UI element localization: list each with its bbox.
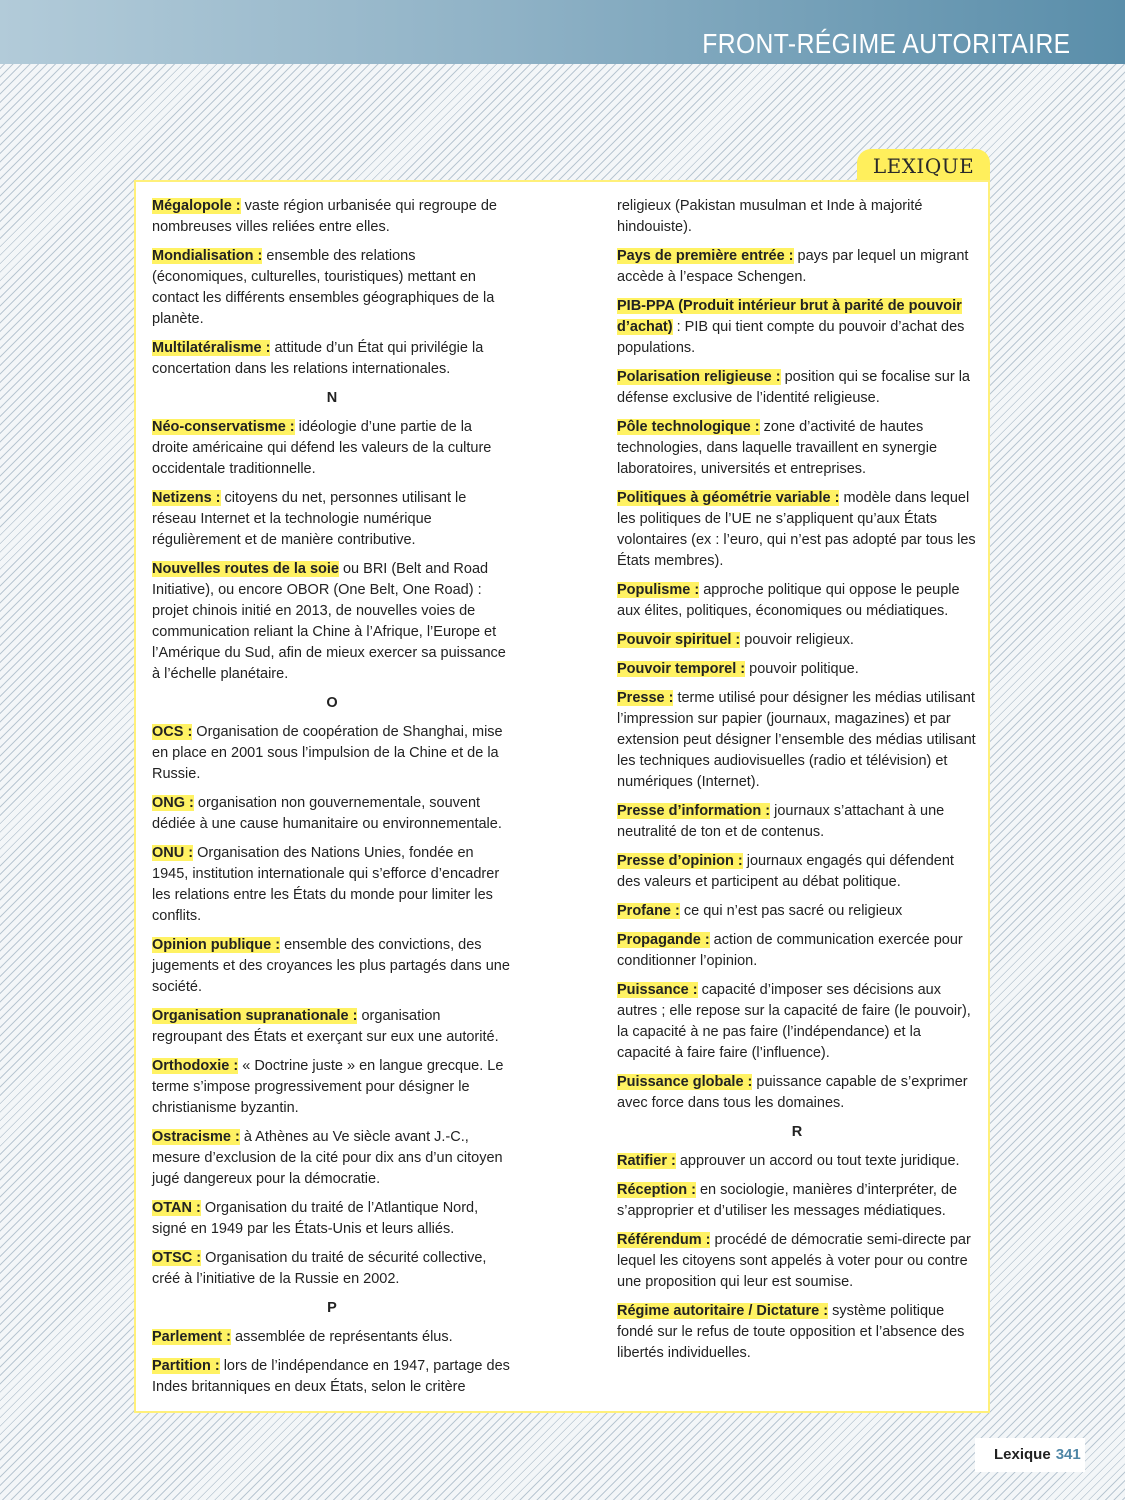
glossary-entry	[617, 801, 977, 843]
page-header-band	[0, 0, 1125, 64]
glossary-entry	[617, 980, 977, 1064]
glossary-term: Opinion publique :	[152, 937, 281, 953]
glossary-entry	[152, 1356, 512, 1398]
glossary-definition: puissance capable de s’exprimer avec force dans tous les domaines.	[617, 1074, 968, 1111]
glossary-definition: ce qui n’est pas sacré ou religieux	[679, 903, 903, 919]
glossary-entry	[152, 196, 512, 238]
glossary-term: Pays de première entrée :	[617, 248, 794, 264]
glossary-term: Pouvoir temporel :	[617, 661, 746, 677]
glossary-definition: pouvoir politique.	[745, 661, 859, 677]
glossary-definition: système politique fondé sur le refus de toute opposition et l’absence des libertés individuelles.	[617, 1303, 965, 1361]
glossary-definition: « Doctrine juste » en langue grecque. Le terme s’impose progressivement pour désigner le christianisme byzantin.	[152, 1058, 504, 1116]
glossary-term: Polarisation religieuse :	[617, 369, 781, 385]
letter-heading: R	[791, 1124, 803, 1140]
glossary-entry	[152, 1248, 512, 1290]
glossary-definition: organisation regroupant des États et exerçant sur eux une autorité.	[152, 1008, 499, 1045]
glossary-entry	[617, 580, 977, 622]
glossary-term: Parlement :	[152, 1329, 231, 1345]
glossary-entry	[617, 417, 977, 480]
glossary-definition: vaste région urbanisée qui regroupe de nombreuses villes reliées entre elles.	[152, 198, 497, 235]
glossary-panel	[134, 180, 990, 1413]
glossary-definition: idéologie d’une partie de la droite américaine qui défend les valeurs de la culture occidentale traditionnelle.	[152, 419, 492, 477]
glossary-definition: en sociologie, manières d’interpréter, de s’approprier et d’utiliser les messages médiatiques.	[617, 1182, 958, 1219]
glossary-term: Mégalopole :	[152, 198, 241, 214]
glossary-term: Presse d’information :	[617, 803, 771, 819]
glossary-term: Ratifier :	[617, 1153, 676, 1169]
glossary-entry	[152, 246, 512, 330]
glossary-entry	[617, 659, 977, 680]
glossary-definition: pays par lequel un migrant accède à l’espace Schengen.	[617, 248, 969, 285]
glossary-term: Presse d’opinion :	[617, 853, 743, 869]
glossary-definition: Organisation de coopération de Shanghai, mise en place en 2001 sous l’impulsion de la Chine et de la Russie.	[152, 724, 503, 782]
glossary-entry	[152, 1327, 512, 1348]
glossary-entry	[617, 1151, 977, 1172]
glossary-definition: ensemble des relations (économiques, culturelles, touristiques) mettant en contact les différents ensembles géographiques de la planète.	[152, 248, 495, 327]
glossary-entry	[152, 1056, 512, 1119]
glossary-entry	[617, 1301, 977, 1364]
glossary-term: Réception :	[617, 1182, 696, 1198]
glossary-definition: position qui se focalise sur la défense exclusive de l’identité religieuse.	[617, 369, 970, 406]
glossary-definition: ou BRI (Belt and Road Initiative), ou encore OBOR (One Belt, One Road) : projet chinois initié en 2013, de nouvelles voies de communication reliant la Chine à l’Afrique, l’Europe et l’Amérique du Sud, afin de mieux exercer sa puissance à l’échelle planétaire.	[152, 561, 506, 682]
glossary-term: OCS :	[152, 724, 193, 740]
glossary-term: Puissance :	[617, 982, 698, 998]
footer-section-label: Lexique	[994, 1446, 1051, 1463]
glossary-term: Partition :	[152, 1358, 220, 1374]
glossary-entry	[617, 488, 977, 572]
glossary-term: Néo-conservatisme :	[152, 419, 295, 435]
glossary-entry	[152, 843, 512, 927]
glossary-definition: approche politique qui oppose le peuple aux élites, politiques, économiques ou médiatiques.	[617, 582, 960, 619]
glossary-definition: approuver un accord ou tout texte juridique.	[675, 1153, 960, 1169]
glossary-term: Pouvoir spirituel :	[617, 632, 741, 648]
glossary-entry	[617, 296, 977, 359]
glossary-entry	[152, 722, 512, 785]
glossary-definition: religieux (Pakistan musulman et Inde à majorité hindouiste).	[617, 198, 923, 235]
glossary-definition: lors de l’indépendance en 1947, partage des Indes britanniques en deux États, selon le critère	[152, 1358, 510, 1395]
glossary-definition: journaux s’attachant à une neutralité de ton et de contenus.	[617, 803, 945, 840]
glossary-term: Profane :	[617, 903, 680, 919]
chapter-title: FRONT-RÉGIME AUTORITAIRE	[702, 28, 1071, 59]
glossary-definition: pouvoir religieux.	[740, 632, 854, 648]
glossary-entry	[617, 630, 977, 651]
glossary-entry	[152, 488, 512, 551]
glossary-entry	[152, 935, 512, 998]
glossary-entry	[617, 196, 977, 238]
glossary-term: PIB-PPA (Produit intérieur brut à parité de pouvoir d’achat)	[617, 298, 962, 335]
glossary-definition: assemblée de représentants élus.	[230, 1329, 453, 1345]
glossary-entry	[152, 1198, 512, 1240]
glossary-entry	[152, 338, 512, 380]
glossary-term: OTSC :	[152, 1250, 202, 1266]
glossary-entry	[617, 246, 977, 288]
glossary-entry	[617, 851, 977, 893]
glossary-entry	[617, 367, 977, 409]
glossary-definition: Organisation du traité de sécurité collective, créé à l’initiative de la Russie en 2002.	[152, 1250, 487, 1287]
glossary-definition: modèle dans lequel les politiques de l’UE ne s’appliquent qu’aux États volontaires (ex : l’euro, qui n’est pas adopté par tous les États membres).	[617, 490, 976, 569]
glossary-column-left	[152, 196, 512, 1406]
glossary-entry	[617, 1072, 977, 1114]
glossary-entry	[152, 1006, 512, 1048]
page-footer	[975, 1438, 1085, 1472]
glossary-entry	[617, 1230, 977, 1293]
glossary-definition: attitude d’un État qui privilégie la concertation dans les relations internationales.	[152, 340, 484, 377]
glossary-term: Politiques à géométrie variable :	[617, 490, 840, 506]
letter-heading: N	[326, 390, 338, 406]
glossary-term: Multilatéralisme :	[152, 340, 271, 356]
glossary-term: Puissance globale :	[617, 1074, 753, 1090]
glossary-definition: à Athènes au Ve siècle avant J.-C., mesure d’exclusion de la cité pour dix ans d’un citoyen jugé dangereux pour la démocratie.	[152, 1129, 503, 1187]
glossary-term: Pôle technologique :	[617, 419, 760, 435]
glossary-entry	[617, 901, 977, 922]
glossary-term: Orthodoxie :	[152, 1058, 239, 1074]
glossary-definition: Organisation du traité de l’Atlantique Nord, signé en 1949 par les États-Unis et leurs alliés.	[152, 1200, 479, 1237]
glossary-term: Netizens :	[152, 490, 221, 506]
glossary-term: Presse :	[617, 690, 674, 706]
glossary-definition: citoyens du net, personnes utilisant le réseau Internet et la technologie numérique régulièrement et de manière contributive.	[152, 490, 467, 548]
glossary-definition: Organisation des Nations Unies, fondée en 1945, institution internationale qui s’efforce d’encadrer les relations entre les États du monde pour limiter les conflits.	[152, 845, 500, 924]
glossary-term: Ostracisme :	[152, 1129, 240, 1145]
glossary-column-right	[617, 196, 977, 1372]
page-number: 341	[1055, 1446, 1081, 1463]
glossary-entry	[152, 793, 512, 835]
letter-heading: O	[326, 695, 338, 711]
glossary-term: Organisation supranationale :	[152, 1008, 358, 1024]
glossary-term: ONG :	[152, 795, 194, 811]
glossary-term: Mondialisation :	[152, 248, 263, 264]
glossary-term: ONU :	[152, 845, 194, 861]
glossary-definition: : PIB qui tient compte du pouvoir d’achat des populations.	[617, 319, 965, 356]
letter-heading: P	[327, 1300, 337, 1316]
glossary-definition: action de communication exercée pour conditionner l’opinion.	[617, 932, 963, 969]
glossary-term: Propagande :	[617, 932, 710, 948]
glossary-entry	[617, 688, 977, 793]
glossary-term: Référendum :	[617, 1232, 711, 1248]
glossary-definition: terme utilisé pour désigner les médias utilisant l’impression sur papier (journaux, magazines) et par extension peut désigner l’ensemble des médias utilisant les techniques audiovisuelles (radio et télévision) et numériques (Internet).	[617, 690, 976, 790]
glossary-term: Régime autoritaire / Dictature :	[617, 1303, 829, 1319]
lexique-tab: LEXIQUE	[857, 149, 990, 182]
glossary-definition: capacité d’imposer ses décisions aux autres ; elle repose sur la capacité de faire (le pouvoir), la capacité à ne pas faire (l’indépendance) et la capacité à faire faire (l’influence).	[617, 982, 971, 1061]
glossary-term: Populisme :	[617, 582, 700, 598]
glossary-definition: ensemble des convictions, des jugements et des croyances les plus partagés dans une société.	[152, 937, 510, 995]
glossary-definition: procédé de démocratie semi-directe par lequel les citoyens sont appelés à voter pour ou contre une proposition qui leur est soumise.	[617, 1232, 971, 1290]
glossary-definition: journaux engagés qui défendent des valeurs et participent au débat politique.	[617, 853, 954, 890]
glossary-entry	[152, 417, 512, 480]
glossary-entry	[617, 1180, 977, 1222]
glossary-entry	[152, 1127, 512, 1190]
glossary-definition: organisation non gouvernementale, souvent dédiée à une cause humanitaire ou environnementale.	[152, 795, 502, 832]
glossary-entry	[152, 559, 512, 685]
glossary-definition: zone d’activité de hautes technologies, dans laquelle travaillent en synergie laboratoires, universités et entreprises.	[617, 419, 938, 477]
glossary-term: Nouvelles routes de la soie	[152, 561, 339, 577]
glossary-term: OTAN :	[152, 1200, 201, 1216]
glossary-entry	[617, 930, 977, 972]
